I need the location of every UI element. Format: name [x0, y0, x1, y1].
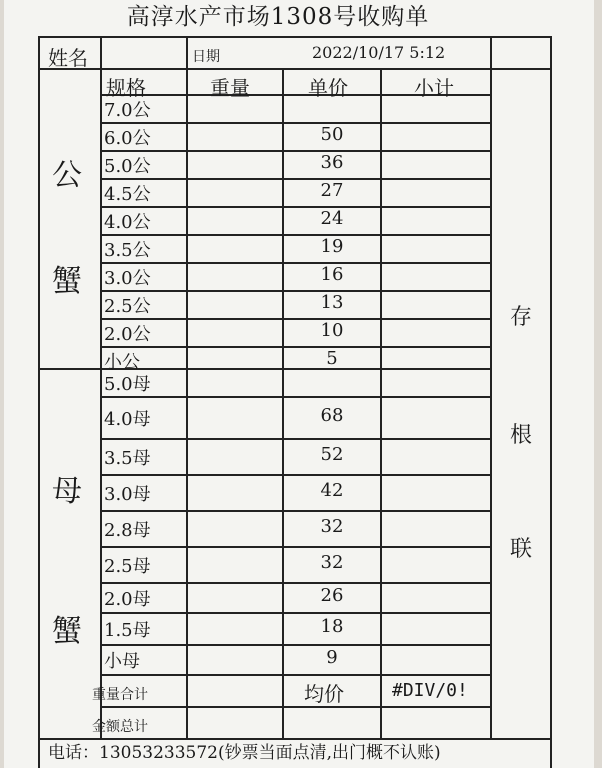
female-spec-3: 3.0母 — [104, 484, 151, 505]
male-spec-3: 4.5公 — [104, 184, 151, 205]
male-price-3: 27 — [320, 180, 344, 201]
male-subtotal-field-9[interactable] — [382, 348, 488, 366]
divider — [40, 368, 100, 370]
male-spec-0: 7.0公 — [104, 100, 151, 121]
male-subtotal-field-2[interactable] — [382, 152, 488, 176]
column-subtotal: 小计 — [414, 76, 454, 100]
column-price: 单价 — [308, 76, 348, 100]
female-weight-field-2[interactable] — [188, 440, 280, 472]
receipt-form — [38, 36, 552, 768]
female-weight-field-3[interactable] — [188, 476, 280, 508]
female-group-label-1: 母 — [52, 474, 82, 509]
female-weight-field-5[interactable] — [188, 548, 280, 580]
female-price-1: 68 — [320, 405, 344, 426]
male-weight-field-7[interactable] — [188, 292, 280, 316]
column-spec: 规格 — [106, 76, 146, 100]
female-subtotal-field-4[interactable] — [382, 512, 488, 544]
amount-total-label: 金额总计 — [92, 719, 148, 735]
stub-label-2: 根 — [510, 423, 533, 448]
male-weight-field-6[interactable] — [188, 264, 280, 288]
date-label: 日期 — [192, 49, 220, 65]
female-price-3: 42 — [320, 480, 344, 501]
male-weight-field-9[interactable] — [188, 348, 280, 366]
female-spec-6: 2.0母 — [104, 589, 151, 610]
female-subtotal-field-3[interactable] — [382, 476, 488, 508]
male-price-1: 50 — [320, 124, 344, 145]
male-weight-field-8[interactable] — [188, 320, 280, 344]
female-price-2: 52 — [320, 444, 344, 465]
male-price-9: 5 — [326, 348, 338, 369]
female-price-5: 32 — [320, 552, 344, 573]
stub-label-1: 存 — [510, 305, 533, 330]
male-subtotal-field-5[interactable] — [382, 236, 488, 260]
male-spec-7: 2.5公 — [104, 296, 151, 317]
male-spec-2: 5.0公 — [104, 156, 151, 177]
divider — [100, 674, 490, 676]
male-spec-1: 6.0公 — [104, 128, 151, 149]
divider — [100, 38, 102, 738]
male-subtotal-field-4[interactable] — [382, 208, 488, 232]
female-spec-8: 小母 — [104, 651, 140, 672]
receipt-paper — [4, 0, 594, 768]
male-subtotal-field-0[interactable] — [382, 96, 488, 120]
male-group-label-1: 公 — [52, 158, 82, 193]
male-spec-8: 2.0公 — [104, 324, 151, 345]
male-weight-field-5[interactable] — [188, 236, 280, 260]
female-group-label-2: 蟹 — [52, 614, 82, 649]
avg-price-value: #DIV/0! — [392, 680, 468, 701]
female-weight-field-8[interactable] — [188, 646, 280, 672]
male-weight-field-4[interactable] — [188, 208, 280, 232]
female-weight-field-7[interactable] — [188, 614, 280, 642]
male-subtotal-field-3[interactable] — [382, 180, 488, 204]
name-label: 姓名 — [48, 46, 88, 70]
avg-price-label: 均价 — [304, 682, 344, 706]
female-price-6: 26 — [320, 585, 344, 606]
male-subtotal-field-8[interactable] — [382, 320, 488, 344]
female-price-8: 9 — [326, 647, 338, 668]
amount-total-field[interactable] — [188, 708, 488, 736]
column-weight: 重量 — [210, 76, 250, 100]
female-spec-0: 5.0母 — [104, 374, 151, 395]
stub-label-3: 联 — [510, 537, 533, 562]
female-spec-5: 2.5母 — [104, 556, 151, 577]
male-weight-field-0[interactable] — [188, 96, 280, 120]
female-weight-field-6[interactable] — [188, 584, 280, 610]
male-weight-field-3[interactable] — [188, 180, 280, 204]
footer-phone: 电话：13053233572(钞票当面点清,出门概不认账) — [48, 743, 441, 763]
female-subtotal-field-5[interactable] — [382, 548, 488, 580]
female-weight-field-4[interactable] — [188, 512, 280, 544]
female-price-7: 18 — [320, 616, 344, 637]
female-spec-2: 3.5母 — [104, 448, 151, 469]
receipt-title: 高淳水产市场1308号收购单 — [126, 4, 430, 30]
weight-total-field[interactable] — [188, 676, 280, 706]
male-subtotal-field-1[interactable] — [382, 124, 488, 148]
male-spec-9: 小公 — [104, 352, 140, 373]
male-price-8: 10 — [320, 320, 344, 341]
female-subtotal-field-7[interactable] — [382, 614, 488, 642]
female-subtotal-field-1[interactable] — [382, 398, 488, 436]
female-spec-1: 4.0母 — [104, 409, 151, 430]
name-field[interactable] — [102, 40, 184, 66]
female-weight-field-0[interactable] — [188, 370, 280, 394]
male-weight-field-1[interactable] — [188, 124, 280, 148]
female-subtotal-field-2[interactable] — [382, 440, 488, 472]
male-subtotal-field-7[interactable] — [382, 292, 488, 316]
male-price-6: 16 — [320, 264, 344, 285]
female-spec-4: 2.8母 — [104, 520, 151, 541]
male-weight-field-2[interactable] — [188, 152, 280, 176]
male-group-label-2: 蟹 — [52, 264, 82, 299]
male-spec-6: 3.0公 — [104, 268, 151, 289]
female-subtotal-field-8[interactable] — [382, 646, 488, 672]
male-price-4: 24 — [320, 208, 344, 229]
female-price-4: 32 — [320, 516, 344, 537]
date-value: 2022/10/17 5:12 — [312, 43, 446, 62]
male-price-2: 36 — [320, 152, 344, 173]
male-spec-4: 4.0公 — [104, 212, 151, 233]
male-spec-5: 3.5公 — [104, 240, 151, 261]
divider — [490, 38, 492, 738]
weight-total-label: 重量合计 — [92, 687, 148, 703]
male-price-5: 19 — [320, 236, 344, 257]
female-weight-field-1[interactable] — [188, 398, 280, 436]
male-price-7: 13 — [320, 292, 344, 313]
female-subtotal-field-6[interactable] — [382, 584, 488, 610]
male-subtotal-field-6[interactable] — [382, 264, 488, 288]
female-subtotal-field-0[interactable] — [382, 370, 488, 394]
divider — [40, 68, 550, 70]
female-spec-7: 1.5母 — [104, 620, 151, 641]
